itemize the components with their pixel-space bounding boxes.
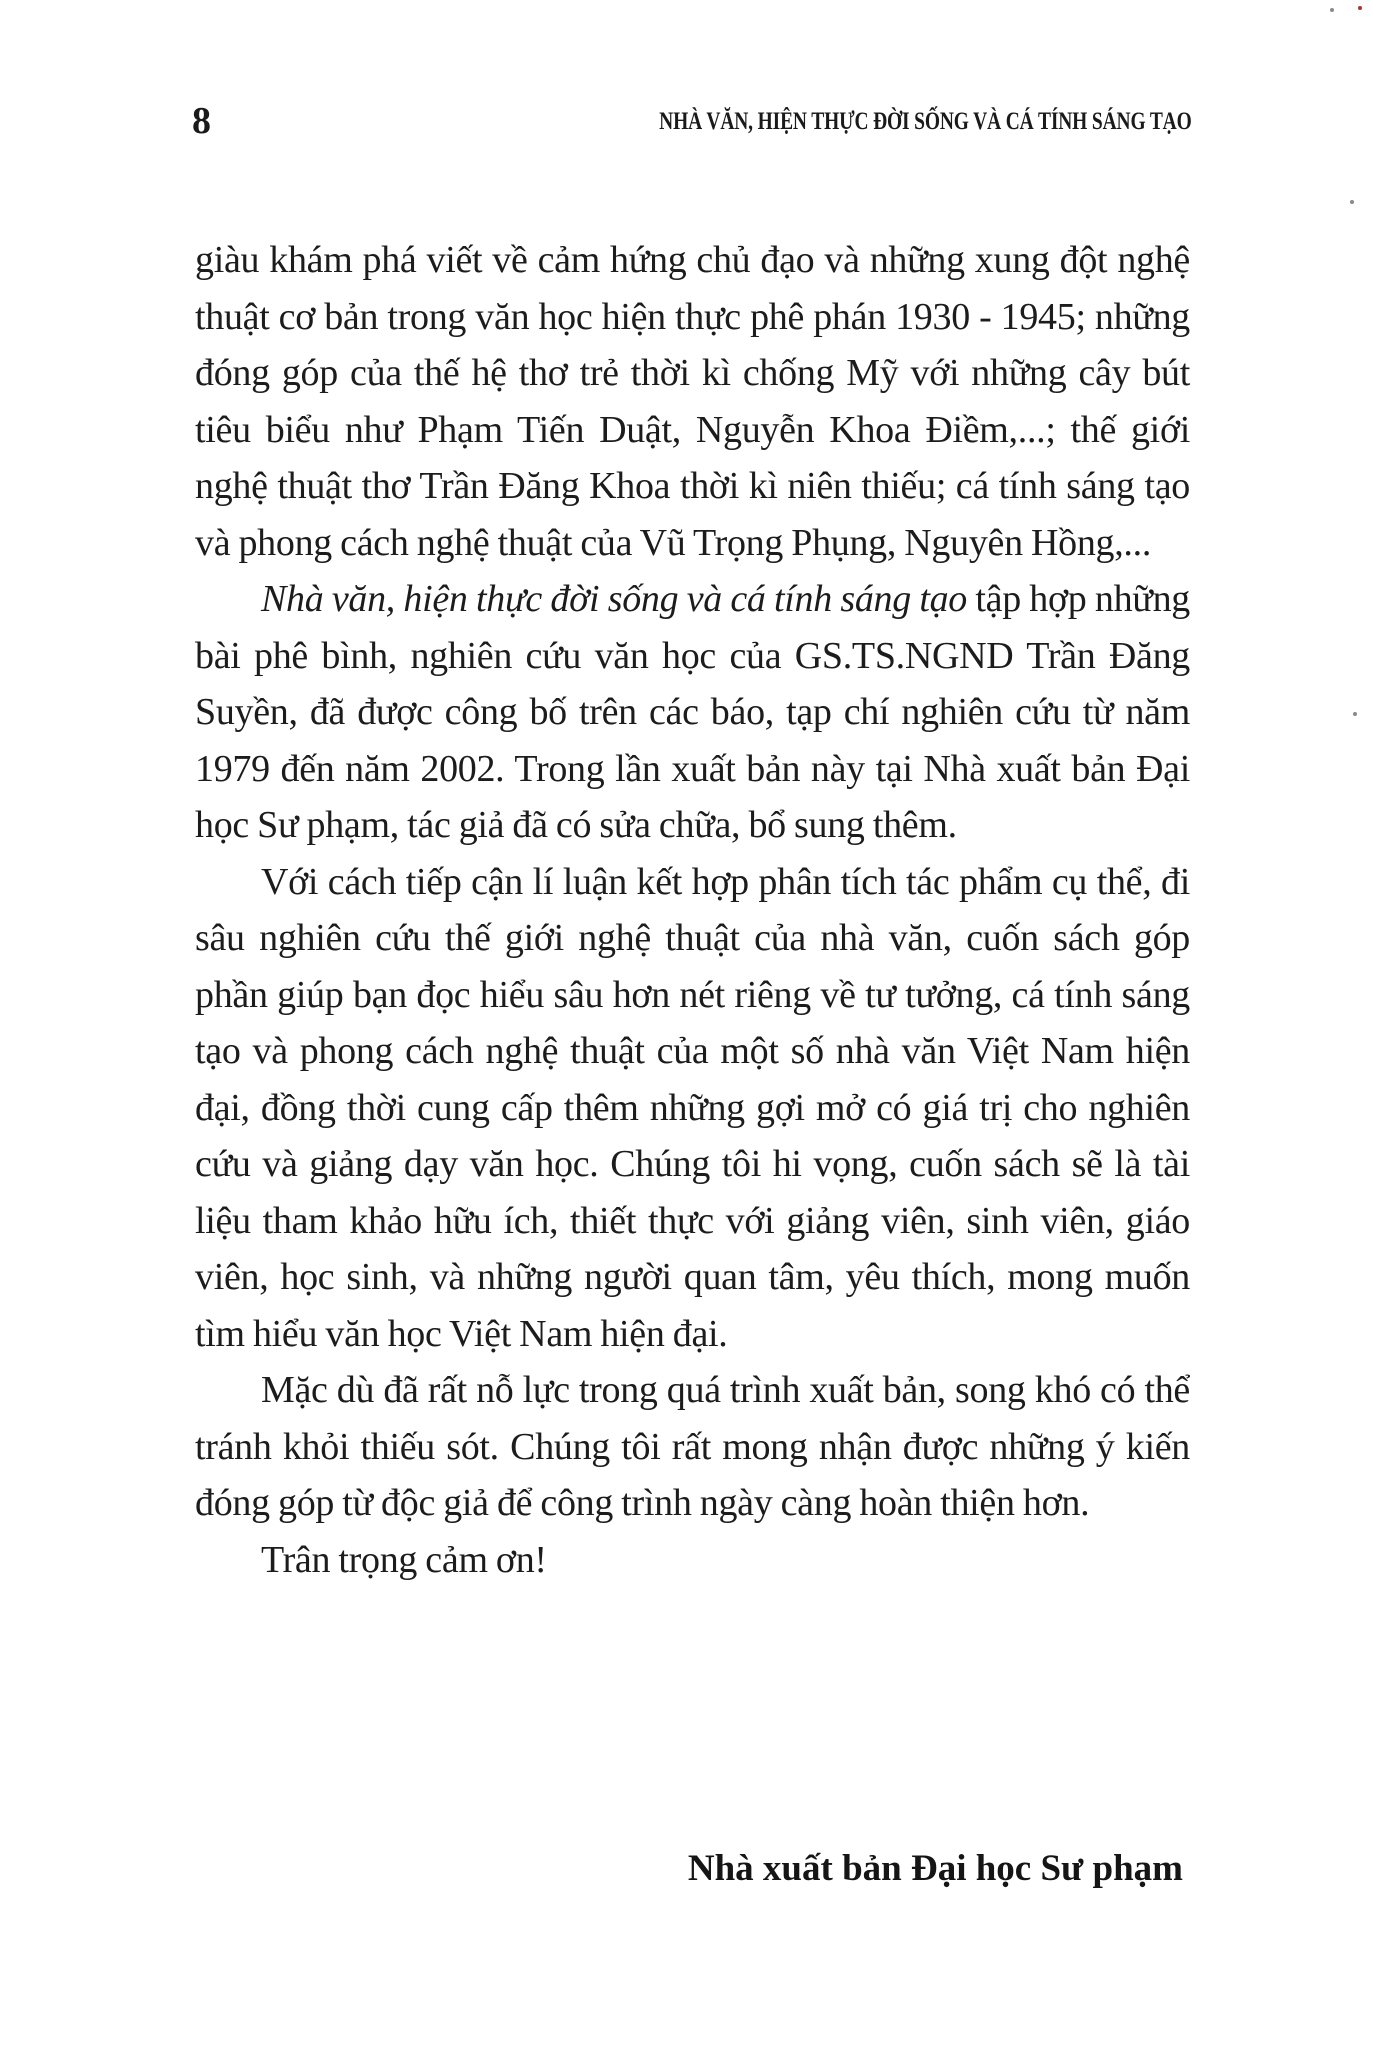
paragraph-2: [195, 571, 1190, 854]
paragraph-3-text: Với cách tiếp cận lí luận kết hợp phân tích tác phẩm cụ thể, đi sâu nghiên cứu thế giới nghệ thuật của nhà văn, cuốn sách góp phần giúp bạn đọc hiểu sâu hơn nét riêng về tư tưởng, cá tính sáng tạo và phong cách nghệ thuật của một số nhà văn Việt Nam hiện đại, đồng thời cung cấp thêm những gợi mở có giá trị cho nghiên cứu và giảng dạy văn học. Chúng tôi hi vọng, cuốn sách sẽ là tài liệu tham khảo hữu ích, thiết thực với giảng viên, sinh viên, giáo viên, học sinh, và những người quan tâm, yêu thích, mong muốn tìm hiểu văn học Việt Nam hiện đại.: [195, 860, 1190, 1355]
paragraph-1-text: giàu khám phá viết về cảm hứng chủ đạo và những xung đột nghệ thuật cơ bản trong văn học hiện thực phê phán 1930 - 1945; những đóng góp của thế hệ thơ trẻ thời kì chống Mỹ với những cây bút tiêu biểu như Phạm Tiến Duật, Nguyễn Khoa Điềm,...; thế giới nghệ thuật thơ Trần Đăng Khoa thời kì niên thiếu; cá tính sáng tạo và phong cách nghệ thuật của Vũ Trọng Phụng, Nguyên Hồng,...: [195, 239, 1190, 564]
running-title: NHÀ VĂN, HIỆN THỰC ĐỜI SỐNG VÀ CÁ TÍNH SÁNG TẠO: [659, 108, 1192, 135]
running-header: [192, 96, 1192, 146]
scan-mark: [1330, 8, 1334, 12]
closing-line: Trân trọng cảm ơn!: [261, 1538, 547, 1581]
publisher-signature: Nhà xuất bản Đại học Sư phạm: [687, 1848, 1183, 1889]
scan-mark: [1353, 712, 1357, 716]
paragraph-5: [195, 1532, 1190, 1589]
paragraph-4-text: Mặc dù đã rất nỗ lực trong quá trình xuất bản, song khó có thể tránh khỏi thiếu sót. Chúng tôi rất mong nhận được những ý kiến đóng góp từ độc giả để công trình ngày càng hoàn thiện hơn.: [195, 1369, 1190, 1524]
paragraph-2-text: tập hợp những bài phê bình, nghiên cứu văn học của GS.TS.NGND Trần Đăng Suyền, đã được công bố trên các báo, tạp chí nghiên cứu từ năm 1979 đến năm 2002. Trong lần xuất bản này tại Nhà xuất bản Đại học Sư phạm, tác giả đã có sửa chữa, bổ sung thêm.: [195, 578, 1190, 846]
page-number: 8: [192, 100, 211, 142]
scan-mark: [1350, 200, 1354, 204]
scan-mark: [1358, 6, 1362, 10]
paragraph-3: [195, 854, 1190, 1363]
book-title-italic: Nhà văn, hiện thực đời sống và cá tính sáng tạo: [261, 578, 967, 620]
body-text: [195, 232, 1190, 1588]
paragraph-1: [195, 232, 1190, 571]
paragraph-4: [195, 1362, 1190, 1532]
